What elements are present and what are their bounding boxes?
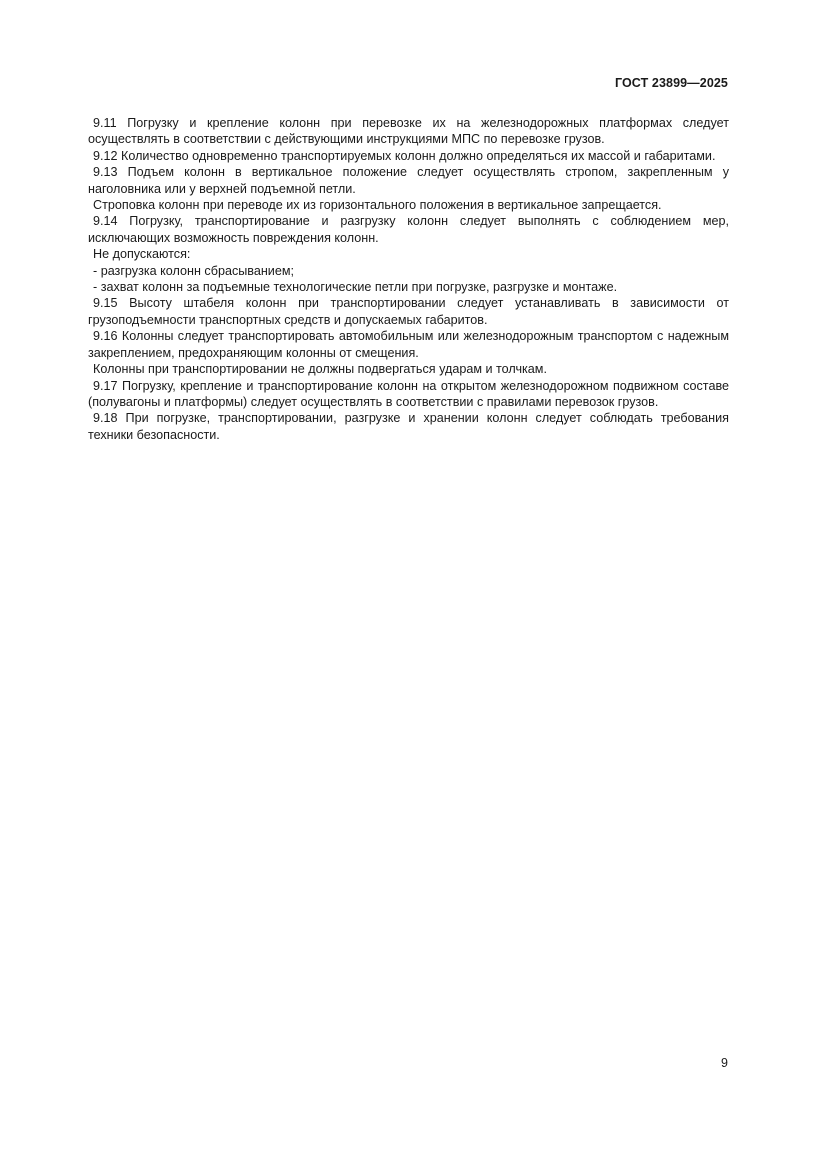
page-number: 9 [721, 1056, 728, 1070]
clause-9-14: 9.14 Погрузку, транспортирование и разгрузку колонн следует выполнять с соблюдением мер, исключающих возможность повреждения колонн. [88, 214, 729, 245]
clause-9-11: 9.11 Погрузку и крепление колонн при перевозке их на железнодорожных платформах следует осуществлять в соответствии с действующими инструкциями МПС по перевозке грузов. [88, 116, 729, 147]
clause-9-14-item-1: - разгрузка колонн сбрасыванием; [93, 263, 295, 278]
clause-9-16: 9.16 Колонны следует транспортировать автомобильным или железнодорожным транспортом с надежным закреплением, предохраняющим колонны от смещения. [88, 329, 729, 360]
clause-9-15: 9.15 Высоту штабеля колонн при транспортировании следует устанавливать в зависимости от грузоподъемности транспортных средств и допускаемых габаритов. [88, 296, 729, 327]
clause-9-16-note: Колонны при транспортировании не должны подвергаться ударам и толчкам. [93, 362, 547, 377]
document-body [88, 115, 729, 443]
clause-9-13-note: Строповка колонн при переводе их из горизонтального положения в вертикальное запрещается. [93, 198, 662, 213]
clause-9-14-intro: Не допускаются: [93, 247, 191, 262]
clause-9-18: 9.18 При погрузке, транспортировании, разгрузке и хранении колонн следует соблюдать требования техники безопасности. [88, 411, 729, 442]
clause-9-14-item-2: - захват колонн за подъемные технологические петли при погрузке, разгрузке и монтаже. [93, 280, 618, 295]
document-code: ГОСТ 23899—2025 [614, 76, 728, 90]
clause-9-17: 9.17 Погрузку, крепление и транспортирование колонн на открытом железнодорожном подвижном составе (полувагоны и платформы) следует осуществлять в соответствии с правилами перевозок грузов. [88, 378, 729, 409]
clause-9-13: 9.13 Подъем колонн в вертикальное положение следует осуществлять стропом, закрепленным у наголовника или у верхней подъемной петли. [88, 165, 729, 196]
clause-9-12: 9.12 Количество одновременно транспортируемых колонн должно определяться их массой и габаритами. [93, 148, 716, 163]
